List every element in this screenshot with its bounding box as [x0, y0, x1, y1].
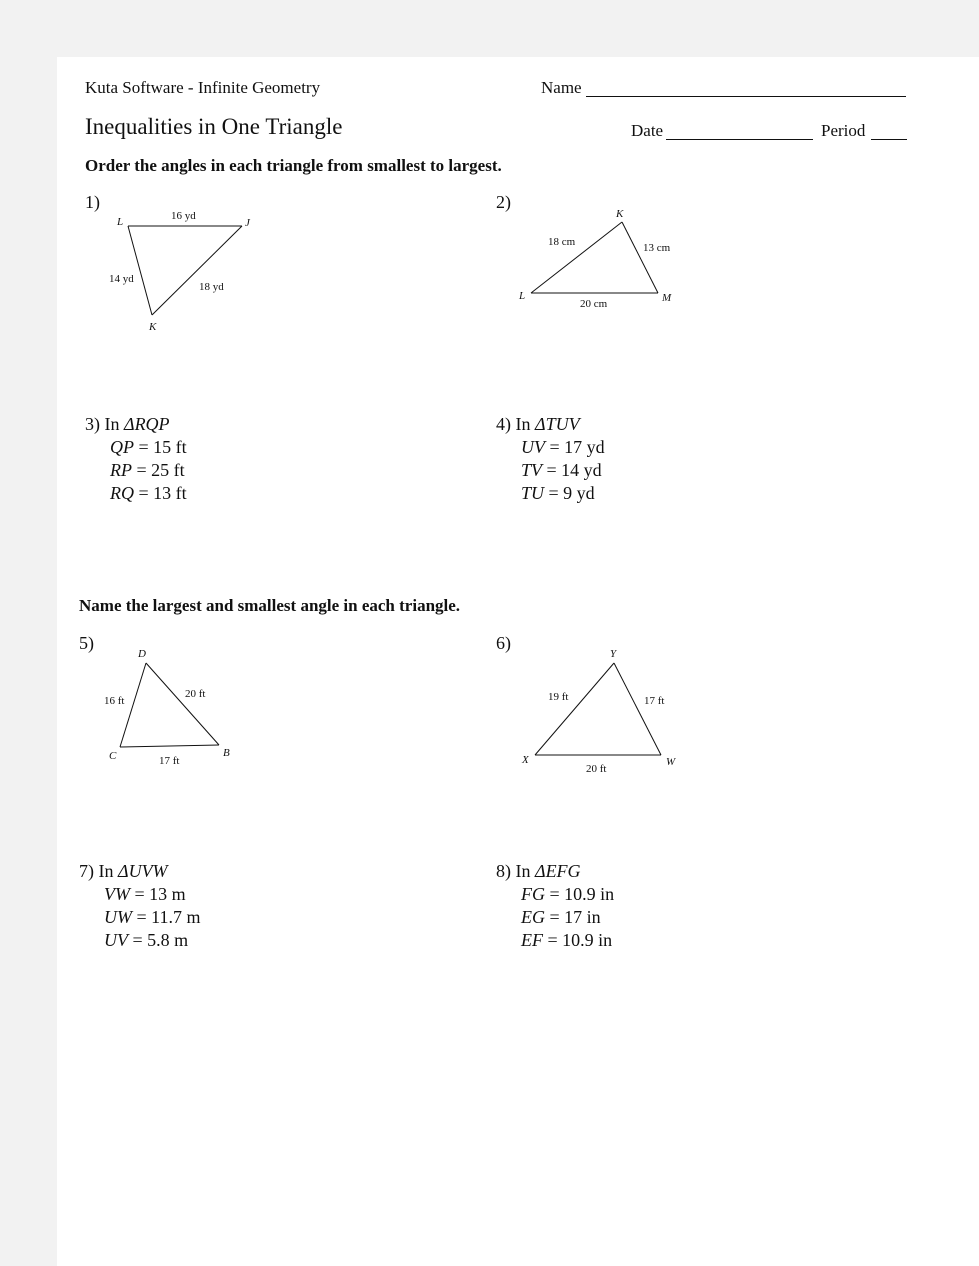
- problem-8: [496, 860, 614, 952]
- name-label: Name: [541, 78, 582, 97]
- side-label: 18 cm: [548, 236, 576, 248]
- problem-7-number: 7): [79, 861, 94, 881]
- given-length: [79, 883, 200, 906]
- vertex-label: J: [245, 217, 250, 229]
- side-label: 19 ft: [548, 691, 569, 703]
- section1-instruction: Order the angles in each triangle from smallest to largest.: [85, 156, 502, 175]
- vertex-label: K: [149, 321, 157, 333]
- vertex-label: D: [138, 648, 146, 660]
- given-length: [79, 929, 200, 952]
- software-name: Kuta Software - Infinite Geometry: [85, 78, 321, 97]
- given-length: [496, 906, 614, 929]
- problem-4-number: 4): [496, 414, 511, 434]
- segment-length: = 13 m: [130, 884, 186, 904]
- vertex-label: K: [616, 208, 624, 220]
- segment-name: UW: [104, 907, 132, 927]
- problem-intro: In: [515, 414, 535, 434]
- side-label: 16 ft: [104, 695, 125, 707]
- side-label: 14 yd: [109, 273, 134, 285]
- vertex-label: X: [522, 754, 529, 766]
- segment-name: VW: [104, 884, 130, 904]
- segment-length: = 5.8 m: [128, 930, 189, 950]
- segment-length: = 13 ft: [134, 483, 187, 503]
- segment-name: UV: [521, 437, 545, 457]
- side-label: 20 ft: [586, 763, 607, 775]
- section2-instruction: Name the largest and smallest angle in each triangle.: [79, 596, 461, 615]
- problem-6-number: 6): [496, 633, 511, 653]
- problem-intro: In: [98, 861, 118, 881]
- problem-3-number: 3): [85, 414, 100, 434]
- segment-name: RQ: [110, 483, 134, 503]
- segment-length: = 15 ft: [134, 437, 187, 457]
- period-label: Period: [821, 121, 866, 140]
- side-label: 13 cm: [643, 242, 671, 254]
- vertex-label: C: [109, 750, 117, 762]
- segment-length: = 14 yd: [542, 460, 602, 480]
- segment-name: QP: [110, 437, 134, 457]
- given-length: [79, 906, 200, 929]
- segment-name: RP: [110, 460, 132, 480]
- side-label: 17 ft: [644, 695, 665, 707]
- side-label: 20 cm: [580, 298, 608, 310]
- problem-2-number: 2): [496, 192, 511, 212]
- date-label: Date: [631, 121, 664, 140]
- problem-intro: In: [515, 861, 535, 881]
- vertex-label: L: [519, 290, 526, 302]
- problem-8-number: 8): [496, 861, 511, 881]
- segment-length: = 10.9 in: [545, 884, 615, 904]
- segment-name: EG: [521, 907, 545, 927]
- segment-length: = 11.7 m: [132, 907, 201, 927]
- page-title: Inequalities in One Triangle: [85, 114, 343, 139]
- triangle-name: ΔUVW: [118, 861, 168, 881]
- triangle-side: [614, 663, 661, 755]
- segment-length: = 17 in: [545, 907, 601, 927]
- vertex-label: B: [223, 747, 230, 759]
- side-label: 16 yd: [171, 210, 196, 222]
- problem-7: [79, 860, 200, 952]
- vertex-label: W: [666, 756, 676, 768]
- segment-name: EF: [521, 930, 543, 950]
- triangle-name: ΔEFG: [535, 861, 581, 881]
- segment-length: = 9 yd: [544, 483, 595, 503]
- side-label: 18 yd: [199, 281, 224, 293]
- segment-name: UV: [104, 930, 128, 950]
- problem-5-number: 5): [79, 633, 94, 653]
- side-label: 20 ft: [185, 688, 206, 700]
- problem-intro: In: [104, 414, 124, 434]
- segment-length: = 25 ft: [132, 460, 185, 480]
- segment-name: TV: [521, 460, 543, 480]
- vertex-label: M: [662, 292, 672, 304]
- triangle-name: ΔTUV: [535, 414, 580, 434]
- given-length: [496, 883, 614, 906]
- segment-length: = 10.9 in: [543, 930, 613, 950]
- triangle-name: ΔRQP: [124, 414, 170, 434]
- segment-length: = 17 yd: [545, 437, 605, 457]
- triangle-side: [535, 663, 614, 755]
- segment-name: FG: [521, 884, 545, 904]
- problem-1-number: 1): [85, 192, 100, 212]
- side-label: 17 ft: [159, 755, 180, 767]
- vertex-label: Y: [610, 648, 617, 660]
- vertex-label: L: [117, 216, 124, 228]
- segment-name: TU: [521, 483, 545, 503]
- given-length: [496, 929, 614, 952]
